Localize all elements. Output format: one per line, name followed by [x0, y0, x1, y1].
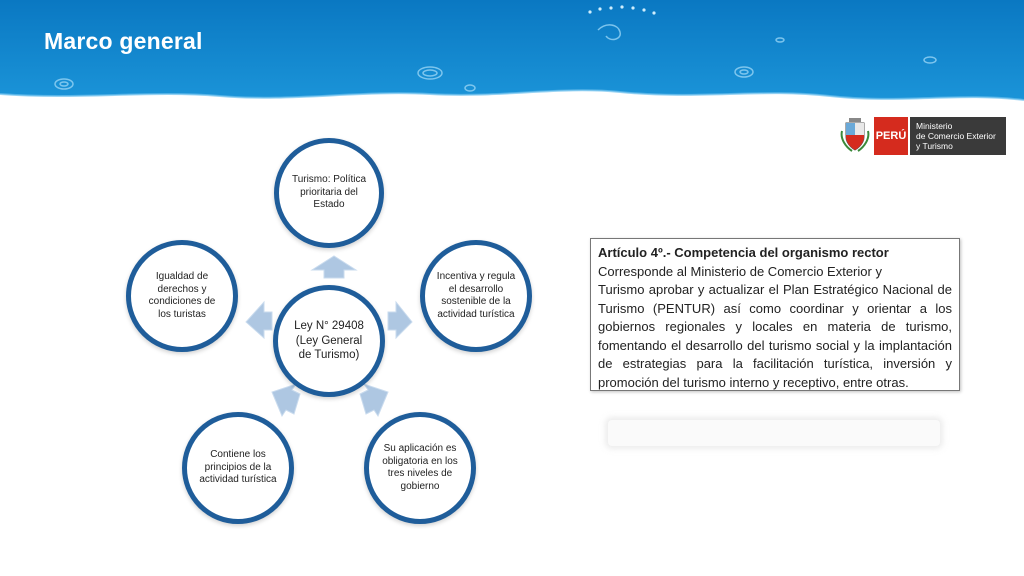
node-government-levels: Su aplicación es obligatoria en los tres niveles de gobierno: [364, 412, 476, 524]
faded-placeholder-box: [608, 420, 940, 446]
node-equal-rights: Igualdad de derechos y condiciones de los turistas: [126, 240, 238, 352]
node-sustainable-development: Incentiva y regula el desarrollo sostenible de la actividad turística: [420, 240, 532, 352]
ministry-line-1: Ministerio: [916, 121, 953, 131]
article-title: Artículo 4º.- Competencia del organismo rector: [598, 245, 889, 260]
article-intro-line: Corresponde al Ministerio de Comercio Exterior y: [598, 263, 882, 279]
article-body: Turismo aprobar y actualizar el Plan Estratégico Nacional de Turismo (PENTUR) así como coordinar y orientar a los gobiernos regionales y locales en materia de turismo, fomentando el desarrollo del turismo social y la implantación de estrategias para la facilitación turística, inversión y promoción del turismo interno y receptivo, entre otras.: [598, 282, 952, 390]
peru-label: PERÚ: [874, 117, 908, 155]
slide-title: Marco general: [44, 28, 203, 54]
ministry-line-2: de Comercio Exterior: [916, 131, 996, 141]
center-node-law: Ley N° 29408 (Ley General de Turismo): [273, 285, 385, 397]
node-tourism-priority: Turismo: Política prioritaria del Estado: [274, 138, 384, 248]
article-text-box: [590, 238, 960, 391]
arrow-down-left: [272, 384, 300, 416]
arrow-right: [388, 302, 412, 338]
arrow-down-right: [360, 384, 388, 416]
ministry-line-3: y Turismo: [916, 141, 953, 151]
arrow-left: [246, 302, 272, 338]
node-principles: Contiene los principios de la actividad turística: [182, 412, 294, 524]
arrow-up: [312, 256, 356, 278]
